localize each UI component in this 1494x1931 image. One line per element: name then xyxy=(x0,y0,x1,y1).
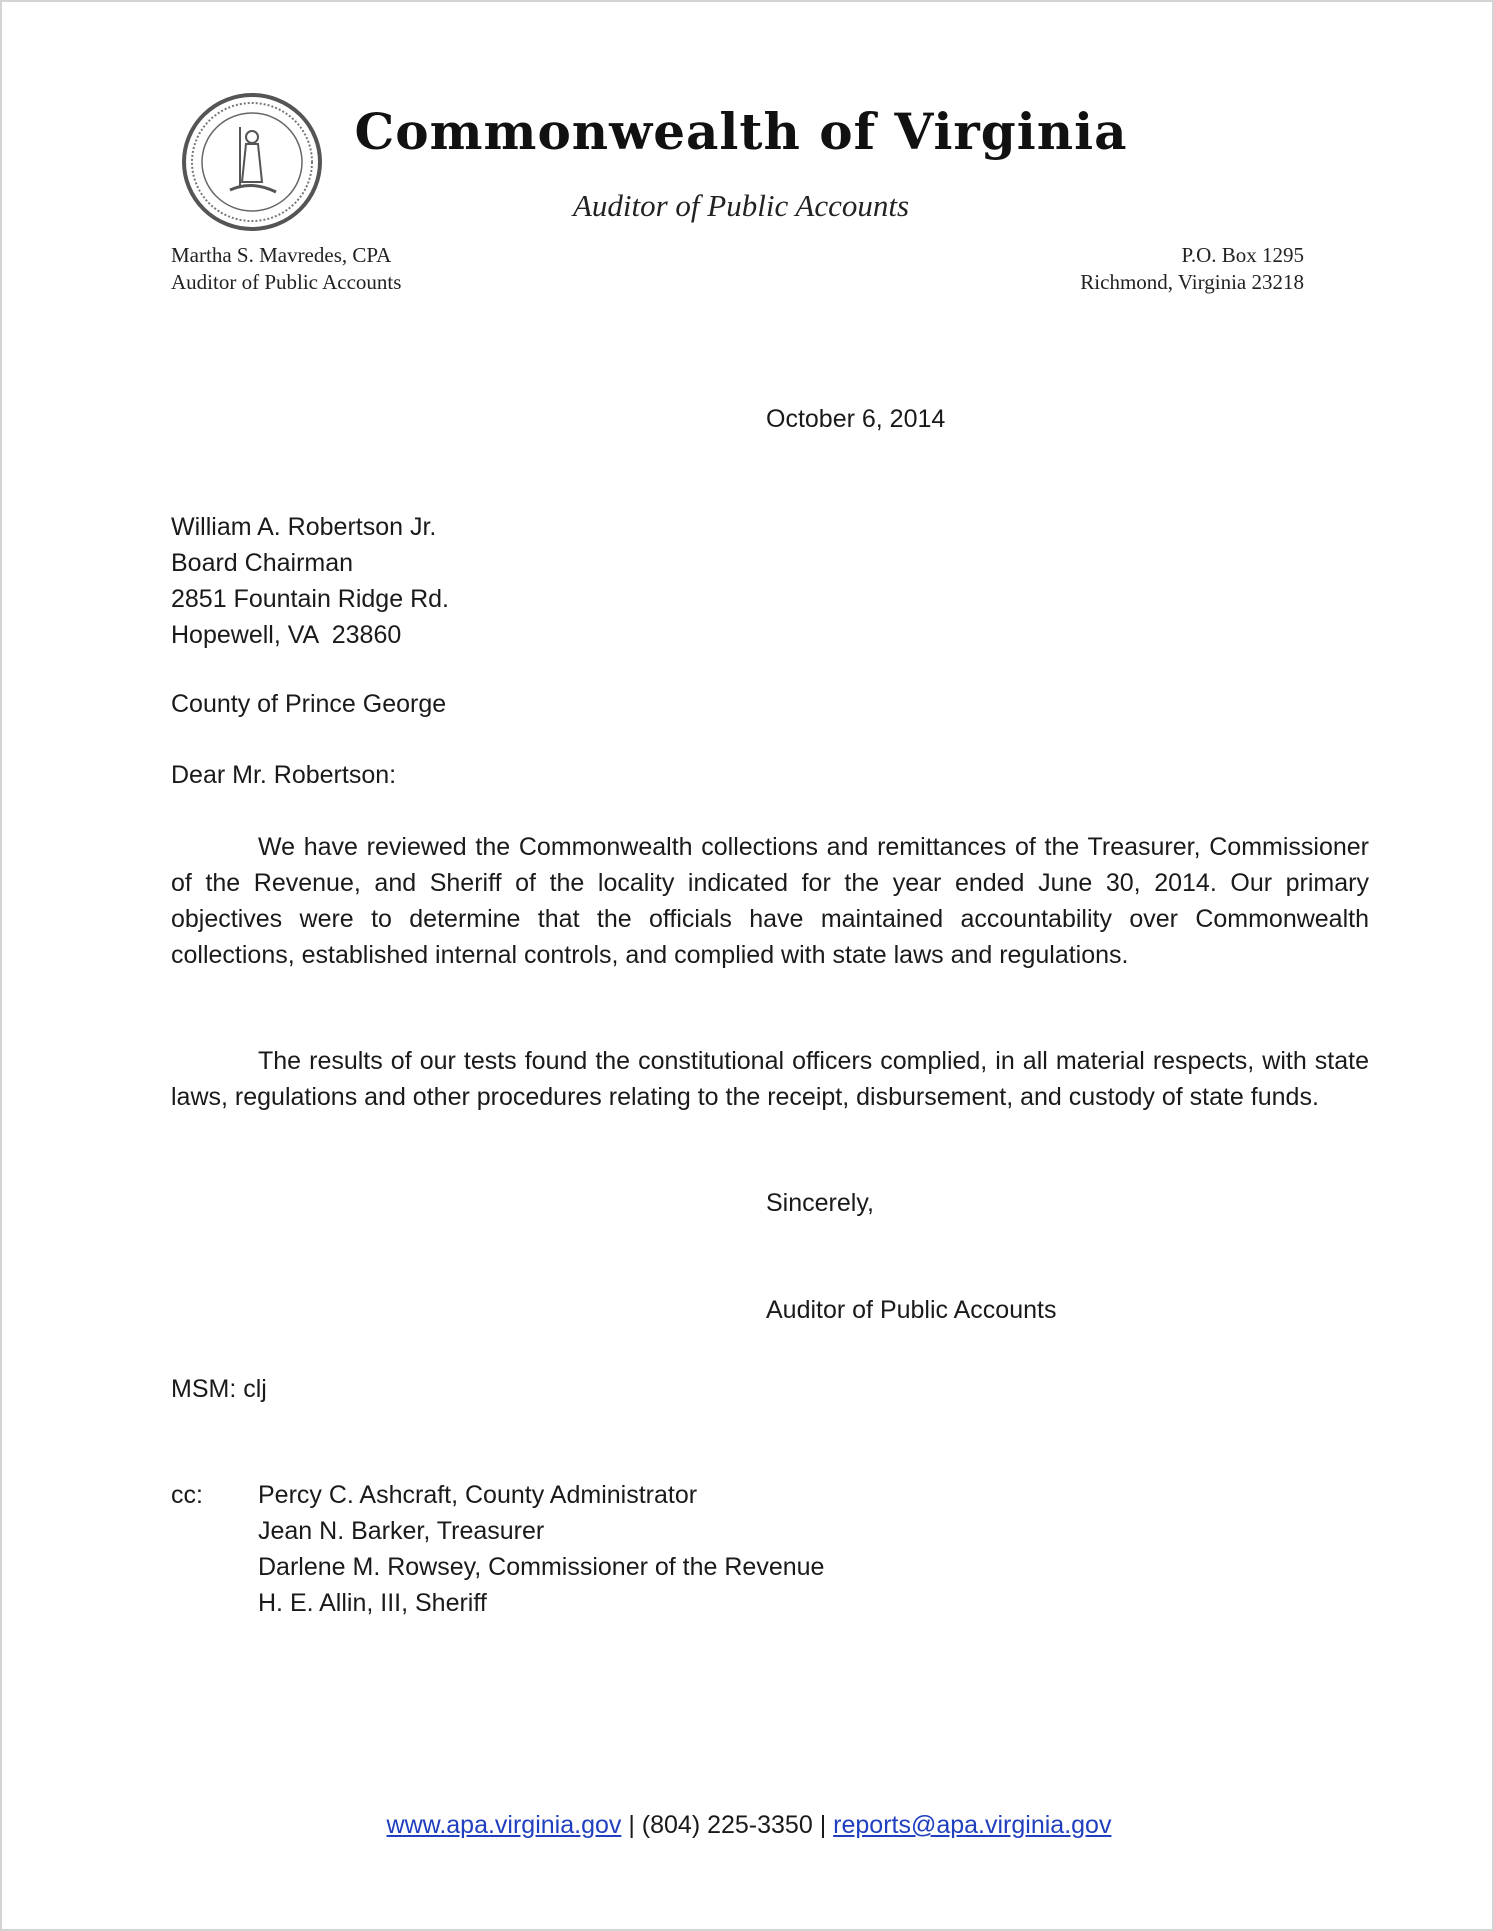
footer-separator: | xyxy=(628,1811,635,1839)
sender-name: Martha S. Mavredes, CPA xyxy=(171,243,392,267)
sender-title: Auditor of Public Accounts xyxy=(171,270,402,294)
office-address xyxy=(1080,242,1304,296)
letter-date: October 6, 2014 xyxy=(766,405,946,433)
cc-recipient: Darlene M. Rowsey, Commissioner of the Revenue xyxy=(258,1553,825,1581)
recipient-line: William A. Robertson Jr. xyxy=(171,513,437,541)
footer xyxy=(2,1807,1494,1843)
initials: MSM: clj xyxy=(171,1375,267,1403)
cc-recipient: H. E. Allin, III, Sheriff xyxy=(258,1589,487,1617)
website-link[interactable]: www.apa.virginia.gov xyxy=(386,1811,622,1839)
po-box: P.O. Box 1295 xyxy=(1181,243,1304,267)
body-paragraph: We have reviewed the Commonwealth collections and remittances of the Treasurer, Commissioner of the Revenue, and Sheriff of the locality indicated for the year ended June 30, 2014. Our primary objectives were to determine that the officials have maintained accountability over Commonwealth collections, established internal controls, and complied with state laws and regulations. xyxy=(171,833,1369,969)
cc-recipient: Jean N. Barker, Treasurer xyxy=(258,1517,545,1545)
locality: County of Prince George xyxy=(171,690,447,718)
signature: Auditor of Public Accounts xyxy=(766,1296,1057,1324)
sender-address xyxy=(171,242,401,296)
email-link[interactable]: reports@apa.virginia.gov xyxy=(833,1811,1112,1839)
recipient-line: 2851 Fountain Ridge Rd. xyxy=(171,585,449,613)
city-state: Richmond, Virginia 23218 xyxy=(1080,270,1304,294)
cc-recipient: Percy C. Ashcraft, County Administrator xyxy=(258,1481,698,1509)
recipient-line: Board Chairman xyxy=(171,549,354,577)
footer-separator: | xyxy=(819,1811,827,1839)
footer-phone: (804) 225-3350 xyxy=(641,1811,813,1839)
recipient-line: Hopewell, VA 23860 xyxy=(171,621,402,649)
closing: Sincerely, xyxy=(766,1189,874,1217)
salutation: Dear Mr. Robertson: xyxy=(171,761,397,789)
letterhead-title: Commonwealth of Virginia xyxy=(354,102,1128,161)
recipient-address xyxy=(171,509,449,653)
cc-list xyxy=(258,1477,824,1621)
letterhead-subtitle: Auditor of Public Accounts xyxy=(572,188,910,223)
cc-label: cc: xyxy=(171,1481,203,1509)
body-paragraph: The results of our tests found the constitutional officers complied, in all material respects, with state laws, regulations and other procedures relating to the receipt, disbursement, and custody of state funds. xyxy=(171,1047,1369,1111)
